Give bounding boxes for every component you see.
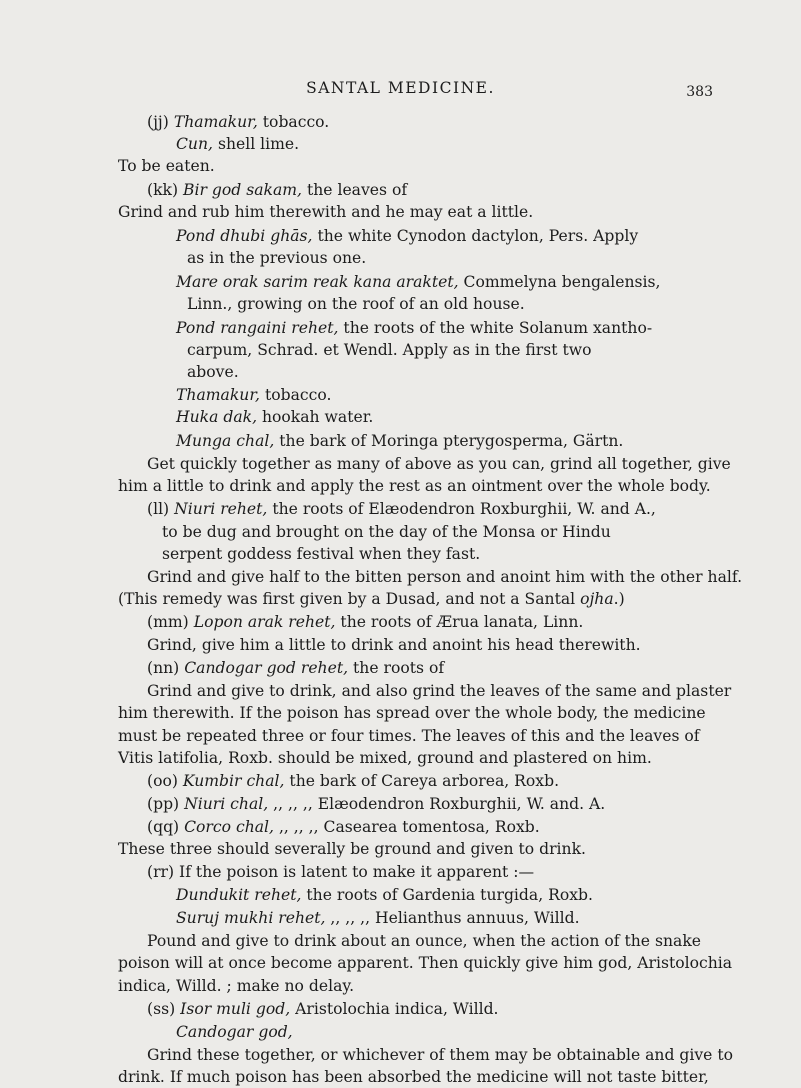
- santal-name: Thamakur,: [176, 386, 261, 404]
- entry-line: Thamakur, tobacco.: [176, 386, 332, 404]
- entry-line: Munga chal, the bark of Moringa pterygosperma, Gärtn.: [176, 432, 624, 450]
- instruction-line: Grind and give half to the bitten person and anoint him with the other half.: [147, 568, 743, 586]
- entry-line: to be dug and brought on the day of the Monsa or Hindu: [162, 523, 611, 541]
- instruction-line: him therewith. If the poison has spread over the whole body, the medicine: [118, 704, 706, 722]
- santal-name: Pond rangaini rehet,: [176, 319, 339, 337]
- instruction-line: Pound and give to drink about an ounce, when the action of the snake: [147, 932, 701, 950]
- entry-line: Mare orak sarim reak kana araktet, Commelyna bengalensis,: [176, 273, 661, 291]
- page-number: 383: [686, 84, 713, 100]
- santal-name: Huka dak,: [176, 408, 258, 426]
- instruction-line: Grind and give to drink, and also grind the leaves of the same and plaster: [147, 682, 732, 700]
- santal-name: Candogar god rehet,: [184, 659, 349, 677]
- santal-name: Niuri rehet,: [174, 500, 268, 518]
- entry-line: carpum, Schrad. et Wendl. Apply as in the first two: [187, 341, 592, 359]
- santal-name: Candogar god,: [176, 1023, 293, 1041]
- santal-name: Lopon arak rehet,: [193, 613, 336, 631]
- entry-line: as in the previous one.: [187, 249, 367, 267]
- instruction-line: Get quickly together as many of above as you can, grind all together, give: [147, 455, 731, 473]
- instruction-line: indica, Willd. ; make no delay.: [118, 977, 355, 995]
- entry-line: Pond rangaini rehet, the roots of the white Solanum xantho-: [176, 319, 653, 337]
- entry-line: above.: [187, 363, 239, 381]
- entry-line: serpent goddess festival when they fast.: [162, 545, 481, 563]
- entry-jj: (jj) Thamakur, tobacco.: [147, 113, 330, 131]
- santal-name: Isor muli god,: [180, 1000, 291, 1018]
- instruction-line: (This remedy was first given by a Dusad, and not a Santal ojha.): [118, 590, 625, 608]
- santal-name: Thamakur,: [173, 113, 258, 131]
- santal-name: Dundukit rehet,: [176, 886, 302, 904]
- entry-qq: (qq) Corco chal, ,, ,, ,, Casearea tomentosa, Roxb.: [147, 818, 540, 836]
- instruction-line: must be repeated three or four times. The leaves of this and the leaves of: [118, 727, 700, 745]
- santal-name: ojha: [580, 590, 614, 608]
- instruction-line: drink. If much poison has been absorbed the medicine will not taste bitter,: [118, 1068, 709, 1086]
- instruction-line: him a little to drink and apply the rest as an ointment over the whole body.: [118, 477, 711, 495]
- instruction-line: poison will at once become apparent. Then quickly give him god, Aristolochia: [118, 954, 733, 972]
- entry-line: Dundukit rehet, the roots of Gardenia turgida, Roxb.: [176, 886, 593, 904]
- instruction-line: To be eaten.: [118, 157, 215, 175]
- entry-oo: (oo) Kumbir chal, the bark of Careya arborea, Roxb.: [147, 772, 560, 790]
- entry-ss: (ss) Isor muli god, Aristolochia indica, Willd.: [147, 1000, 499, 1018]
- santal-name: Cun,: [176, 135, 213, 153]
- instruction-line: Grind these together, or whichever of them may be obtainable and give to: [147, 1046, 734, 1064]
- santal-name: Munga chal,: [176, 432, 275, 450]
- instruction-line: These three should severally be ground and given to drink.: [118, 840, 586, 858]
- entry-line: Suruj mukhi rehet, ,, ,, ,, Helianthus annuus, Willd.: [176, 909, 580, 927]
- entry-line: Huka dak, hookah water.: [176, 408, 374, 426]
- entry-line: Cun, shell lime.: [176, 135, 300, 153]
- entry-kk: (kk) Bir god sakam, the leaves of: [147, 181, 408, 199]
- instruction-line: Grind and rub him therewith and he may eat a little.: [118, 203, 534, 221]
- entry-rr: (rr) If the poison is latent to make it apparent :—: [147, 863, 535, 881]
- instruction-line: Grind, give him a little to drink and anoint his head therewith.: [147, 636, 641, 654]
- santal-name: Kumbir chal,: [182, 772, 285, 790]
- santal-name: Suruj mukhi rehet,: [176, 909, 326, 927]
- entry-mm: (mm) Lopon arak rehet, the roots of Ærua lanata, Linn.: [147, 613, 584, 631]
- santal-name: Mare orak sarim reak kana araktet,: [176, 273, 459, 291]
- running-head: SANTAL MEDICINE.: [306, 79, 495, 97]
- santal-name: Corco chal,: [184, 818, 274, 836]
- entry-line: [176, 1021, 293, 1043]
- entry-line: Linn., growing on the roof of an old house.: [187, 295, 525, 313]
- entry-nn: (nn) Candogar god rehet, the roots of: [147, 659, 445, 677]
- entry-pp: (pp) Niuri chal, ,, ,, ,, Elæodendron Roxburghii, W. and. A.: [147, 795, 606, 813]
- santal-name: Niuri chal,: [184, 795, 269, 813]
- santal-name: Bir god sakam,: [183, 181, 303, 199]
- instruction-line: Vitis latifolia, Roxb. should be mixed, ground and plastered on him.: [118, 749, 652, 767]
- entry-ll: (ll) Niuri rehet, the roots of Elæodendron Roxburghii, W. and A.,: [147, 500, 656, 518]
- santal-name: Pond dhubi ghās,: [176, 227, 313, 245]
- entry-line: Pond dhubi ghās, the white Cynodon dactylon, Pers. Apply: [176, 227, 639, 245]
